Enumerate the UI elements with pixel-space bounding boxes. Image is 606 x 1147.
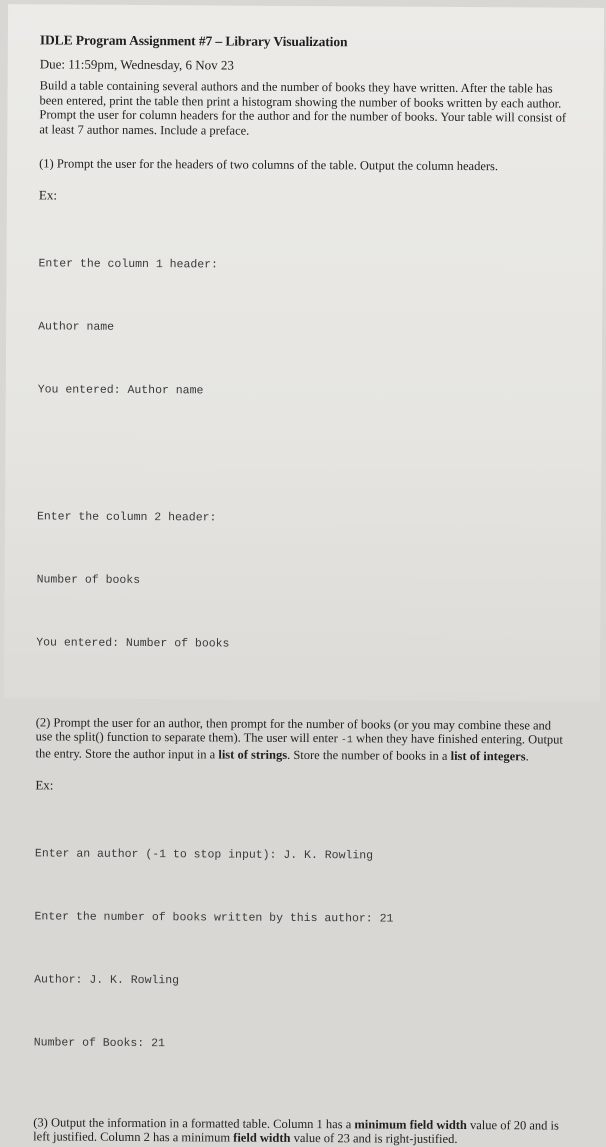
code-line: Enter an author (-1 to stop input): J. K. Rowling [34,846,374,862]
assignment-page [4,4,604,1146]
code-line: Enter the column 1 header: [38,256,219,271]
example-block-1a [37,211,568,445]
code-line: Enter the column 2 header: [36,509,217,524]
bold-term: minimum field width [354,1116,467,1132]
step-1-text: (1) Prompt the user for the headers of two columns of the table. Output the column headers. [39,156,499,174]
due-date: Due: 11:59pm, Wednesday, 6 Nov 23 [39,56,234,73]
example-label-2: Ex: [35,776,54,792]
example-block-2 [33,801,565,1098]
intro-paragraph: Build a table containing several authors and the number of books they have written. After the table has been entered, print the table then print a histogram showing the number of books written by each author. Prompt the user for column headers for the author and for the number of books. Your table will consist of at least 7 author names. Include a preface. [39,78,567,138]
code-line: Enter the number of books written by this author: 21 [34,909,394,926]
code-line: Number of Books: 21 [33,1035,165,1050]
bold-term: list of strings [218,747,288,762]
page-title: IDLE Program Assignment #7 – Library Visualization [39,32,348,50]
code-line: Author: J. K. Rowling [34,972,180,987]
code-line: You entered: Author name [37,382,204,397]
bold-term: list of integers [450,748,526,764]
inline-code: -1 [340,735,353,747]
code-line: You entered: Number of books [36,635,230,651]
code-line: Number of books [36,572,141,587]
step-2-text: (2) Prompt the user for an author, then prompt for the number of books (or you may combine these and use the split() function to separate them). The user will enter -1 when they have finished entering. Output the entry. Store the author input in a list of strings. Store the number of books in a list of integers. [35,714,563,764]
step-3-text: (3) Output the information in a formatted table. Column 1 has a minimum field width value of 20 and is left justified. Column 2 has a minimum field width value of 23 and is right-justified. [33,1114,559,1146]
code-line: Author name [38,319,115,334]
example-label-1: Ex: [38,186,58,202]
bold-term: field width [233,1130,291,1145]
example-block-1b [36,464,567,698]
